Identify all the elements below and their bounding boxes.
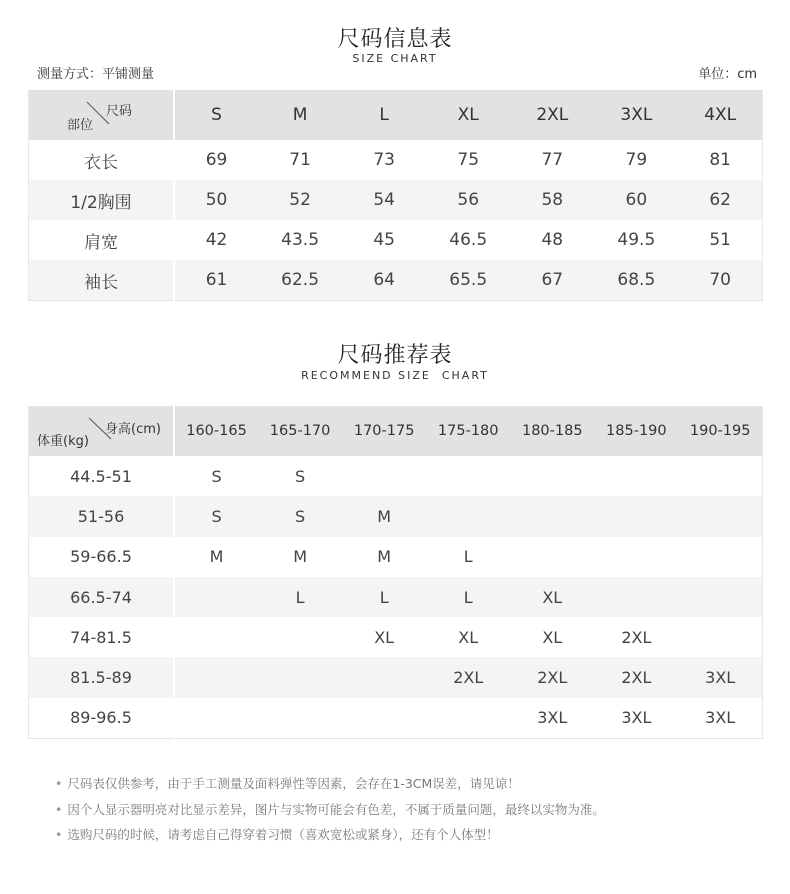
table-cell: 64 [342,260,426,301]
size-header: 3XL [594,90,678,140]
table-row [29,456,763,496]
table-cell: 65.5 [426,260,510,301]
table-cell [594,456,678,496]
measure-part-label: 衣长 [29,140,175,180]
table-cell [426,456,510,496]
notes-list [55,771,605,848]
height-range-header: 180-185 [510,406,594,456]
table-row [29,617,763,657]
height-range-header: 185-190 [594,406,678,456]
table-cell: 3XL [705,708,736,728]
table-cell: 71 [289,150,311,170]
corner-top-label: 身高(cm) [105,422,161,437]
table-cell: S [258,496,342,536]
table-cell [342,456,426,496]
size-header: 2XL [510,90,594,140]
table-cell [678,456,762,496]
note-item: • 选购尺码的时候，请考虑自己得穿着习惯（喜欢宽松或紧身），还有个人体型！ [55,822,605,848]
table-cell: XL [542,627,563,647]
table-cell: 79 [625,150,648,170]
height-range-header: 160-165 [174,406,258,456]
table-row [29,140,763,180]
table-cell [174,657,258,697]
table-cell: 56 [426,180,510,220]
table-header-row [29,406,763,456]
corner-top-label: 尺码 [106,104,133,119]
table-cell: 61 [174,260,258,301]
table-cell [174,617,258,657]
table-cell [174,577,258,617]
table-cell: S [295,466,306,486]
size-header: 4XL [678,90,762,140]
height-range-header: 170-175 [342,406,426,456]
corner-bottom-label: 部位 [67,118,94,133]
table-cell: 3XL [537,708,568,728]
measure-part-label: 1/2胸围 [29,180,175,220]
corner-bottom-label: 体重(kg) [37,434,89,449]
table-cell [258,698,342,739]
size-header: L [342,90,426,140]
table-cell [258,657,342,697]
table-cell: M [293,547,307,567]
table-cell: L [463,547,473,567]
table-cell: 2XL [621,627,652,647]
table-cell: S [174,496,258,536]
measure-part-label: 肩宽 [29,220,175,260]
table-cell [678,617,762,657]
table-cell: M [377,547,392,567]
size-chart-subtitle: SIZE CHART [352,52,438,65]
table-row [29,220,763,260]
table-cell [342,657,426,697]
table-cell: M [342,496,426,536]
table-cell: 62 [678,180,762,220]
unit-label: 单位：cm [698,67,757,82]
table-cell: 51 [709,230,731,250]
table-cell: 69 [205,150,228,170]
table-row [29,260,763,301]
table-cell [678,496,762,536]
table-cell [594,496,678,536]
measure-method: 测量方式：平铺测量 [37,67,155,82]
table-cell: 49.5 [617,230,656,250]
height-range-header: 165-170 [258,406,342,456]
table-cell: 2XL [594,657,678,697]
table-row [29,698,763,739]
measure-part-label: 袖长 [29,260,175,301]
table-cell: 45 [373,230,395,250]
table-corner-cell [29,406,175,456]
table-row [29,577,763,617]
table-cell: XL [458,627,479,647]
table-cell [426,496,510,536]
table-cell: 54 [342,180,426,220]
weight-range-label: 74-81.5 [29,617,175,657]
table-cell: 2XL [510,657,594,697]
recommend-chart-table [28,406,763,739]
table-cell [426,698,510,739]
table-cell: 67 [510,260,594,301]
table-cell: 52 [258,180,342,220]
weight-range-label: 66.5-74 [29,577,175,617]
table-cell: S [211,466,222,486]
recommend-chart-title: 尺码推荐表 [337,343,453,368]
table-cell [510,456,594,496]
table-row [29,180,763,220]
size-header: S [174,90,258,140]
table-cell: L [426,577,510,617]
note-item: • 因个人显示器明亮对比显示差异，图片与实物可能会有色差，不属于质量问题，最终以实物为准。 [55,797,605,823]
table-cell [342,698,426,739]
table-cell: XL [510,577,594,617]
table-cell: 3XL [678,657,762,697]
table-cell: M [209,547,224,567]
weight-range-label: 59-66.5 [29,537,175,577]
table-cell [678,577,762,617]
note-item: • 尺码表仅供参考，由于手工测量及面料弹性等因素，会存在1-3CM误差，请见谅！ [55,771,605,797]
table-cell: 2XL [426,657,510,697]
table-cell [678,537,762,577]
table-cell [510,537,594,577]
table-row [29,657,763,697]
weight-range-label: 44.5-51 [29,456,175,496]
table-cell: 75 [457,150,480,170]
table-cell: 68.5 [594,260,678,301]
size-chart-table [28,90,763,301]
table-cell: 77 [541,150,564,170]
table-cell: 43.5 [281,230,320,250]
table-cell [594,537,678,577]
table-cell: 62.5 [258,260,342,301]
table-cell: L [258,577,342,617]
recommend-chart-subtitle: RECOMMEND SIZE CHART [301,369,489,382]
table-cell: 46.5 [449,230,488,250]
height-range-header: 175-180 [426,406,510,456]
size-header: M [258,90,342,140]
table-header-row [29,90,763,140]
table-cell: XL [374,627,395,647]
height-range-header: 190-195 [678,406,762,456]
table-row [29,537,763,577]
table-cell [510,496,594,536]
corner-diagonal-line [29,90,173,140]
table-cell: 60 [594,180,678,220]
size-chart-title: 尺码信息表 [337,27,453,52]
table-cell: 48 [541,230,564,250]
size-header: XL [426,90,510,140]
table-cell: 81 [709,150,731,170]
weight-range-label: 89-96.5 [29,698,175,739]
table-cell: 50 [174,180,258,220]
table-cell: 42 [205,230,228,250]
table-cell: L [342,577,426,617]
table-cell: 70 [678,260,762,301]
weight-range-label: 51-56 [29,496,175,536]
table-cell: 3XL [621,708,652,728]
table-corner-cell [29,90,175,140]
table-cell: 73 [373,150,395,170]
weight-range-label: 81.5-89 [29,657,175,697]
table-cell [174,698,258,739]
table-cell [594,577,678,617]
table-row [29,496,763,536]
table-cell [258,617,342,657]
table-cell: 58 [510,180,594,220]
